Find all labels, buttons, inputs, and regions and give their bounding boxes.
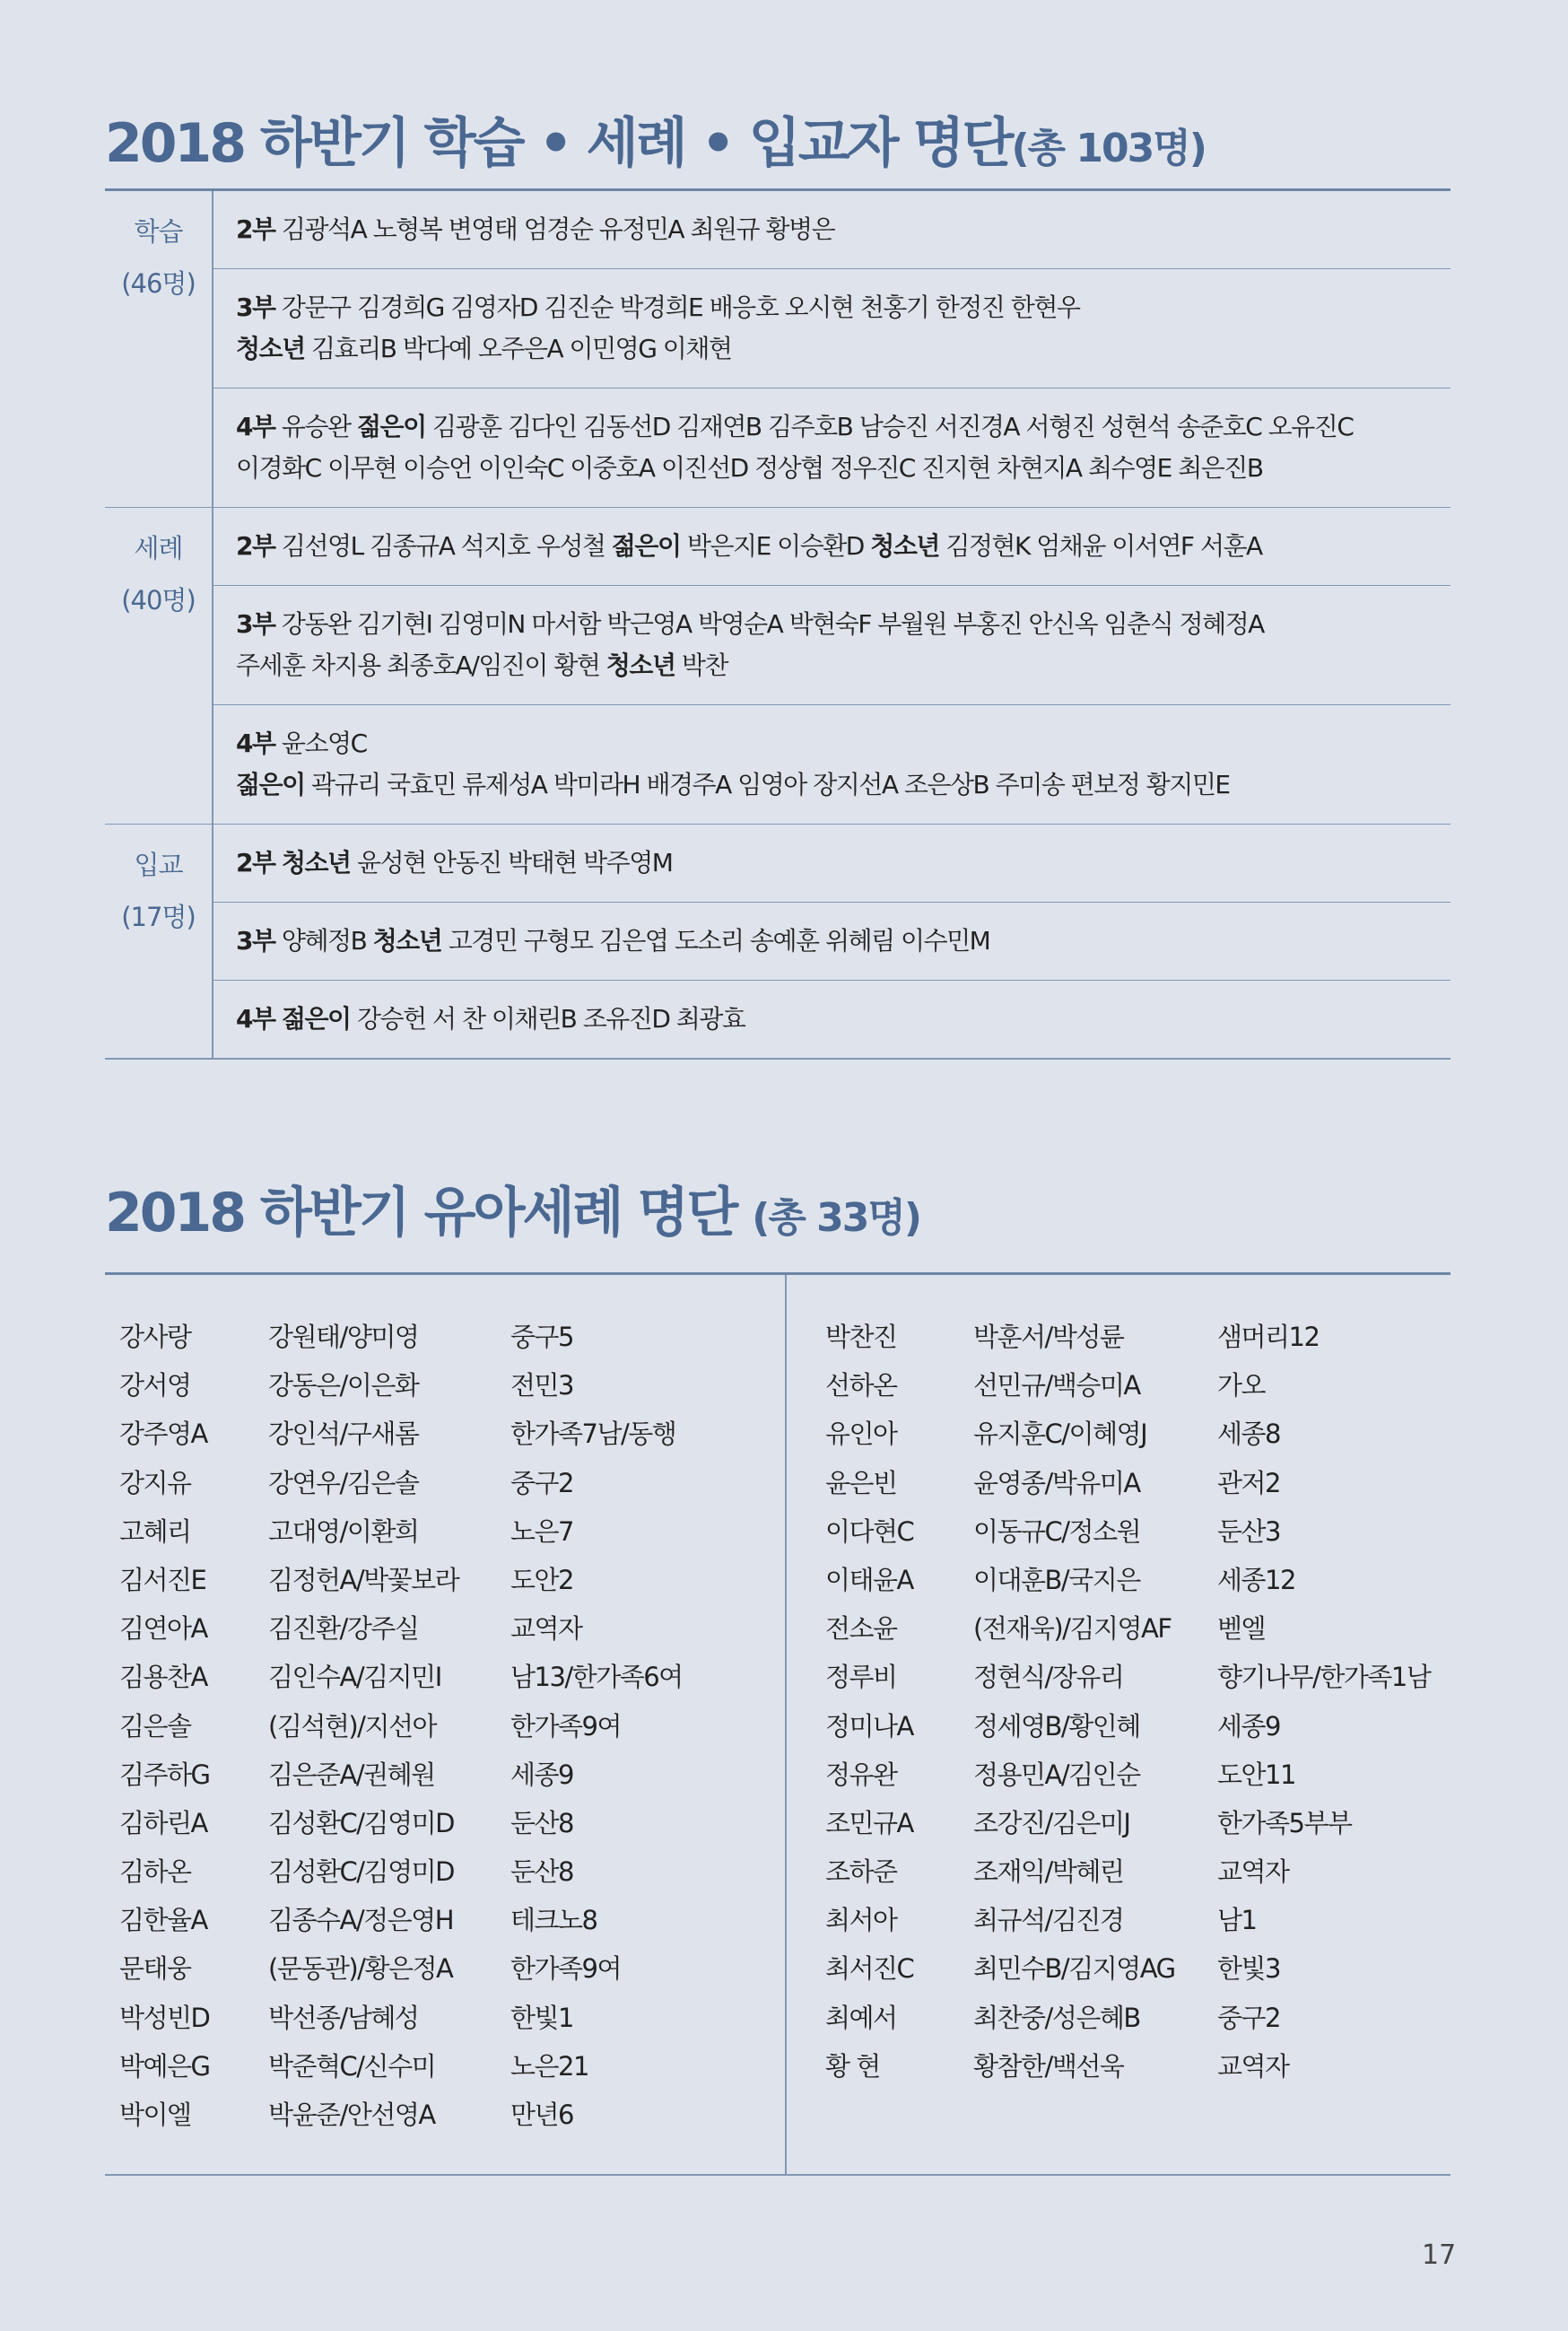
child-name: 최서아 [825,1905,897,1936]
member-line [236,842,1450,884]
group-label [105,508,213,824]
group-0 [105,191,1450,507]
page-number: 17 [1422,2239,1457,2271]
child-name: 최예서 [825,2002,897,2033]
child-name: 김하린A [119,1807,207,1838]
member-row [213,704,1450,824]
member-names: 김정현K 엄채윤 이서연F 서훈A [938,531,1262,561]
parent-names: 최규석/김진경 [973,1905,1124,1936]
parent-names: 조강진/김은미J [973,1807,1130,1838]
parent-names: 윤영종/박유미A [973,1467,1140,1498]
left-district-column [510,1313,683,2139]
district: 벧엘 [1217,1613,1266,1645]
group-rows [213,191,1450,507]
infant-baptism-table [105,1272,1450,2176]
parent-names: 최찬중/성은혜B [973,2002,1140,2033]
child-name: 선하온 [825,1370,897,1401]
district: 세종9 [1217,1710,1280,1742]
group-1 [105,507,1450,824]
member-names: 박찬 [675,650,728,680]
member-names: 이경화C 이무현 이승언 이인숙C 이중호A 이진선D 정상협 정우진C 진지현 차현지A 최수영E 최은진B [236,453,1263,483]
child-name: 조민규A [825,1807,913,1838]
member-line [236,287,1450,328]
group-2 [105,824,1450,1058]
column-divider [785,1275,787,2174]
right-district-column [1217,1313,1430,2091]
child-name: 강사랑 [119,1322,191,1352]
child-name: 문태웅 [119,1953,191,1985]
member-names: 김효리B 박다예 오주은A 이민영G 이채현 [304,334,732,363]
group-rows [213,825,1450,1058]
parent-names: 박윤준/안선영A [268,2100,435,2130]
district: 한가족9여 [510,1710,622,1742]
right-parent-names-column [973,1313,1175,2091]
parent-names: 황참한/백선욱 [973,2050,1124,2082]
division-label: 2부 [236,531,275,561]
parent-names: 이대훈B/국지은 [973,1564,1140,1595]
parent-names: 김종수A/정은영H [268,1905,453,1936]
group-label [105,191,213,507]
member-row [213,902,1450,980]
division-label: 2부 [236,848,275,877]
section1-title [105,100,1206,178]
district: 도안2 [510,1564,573,1595]
child-name: 강주영A [119,1419,207,1450]
district: 한빛3 [1217,1953,1280,1985]
parent-names: 박준혁C/신수미 [268,2050,436,2082]
child-name: 강서영 [119,1370,191,1401]
member-line [236,764,1450,806]
child-name: 윤은빈 [825,1467,897,1498]
member-line [236,723,1450,764]
child-name: 박예은G [119,2050,210,2082]
group-name: 세례 [134,533,183,563]
district: 둔산8 [510,1807,573,1838]
section2-title-count: (총 33명) [752,1195,920,1241]
district: 중구2 [510,1467,573,1498]
division-label: 젊은이 [611,531,681,561]
right-child-names-column [825,1313,913,2091]
district: 세종9 [510,1759,573,1790]
parent-names: 강동은/이은화 [268,1370,419,1401]
member-names: 강동완 김기현I 김영미N 마서함 박근영A 박영순A 박현숙F 부월원 부홍진 안신옥 임춘식 정혜정A [274,609,1264,639]
member-names: 주세훈 차지용 최종호A/임진이 황현 [236,650,606,680]
child-name: 김주하G [119,1759,210,1790]
member-names: 고경민 구형모 김은엽 도소리 송예훈 위혜림 이수민M [441,926,990,956]
group-rows [213,508,1450,824]
district: 테크노8 [510,1905,597,1936]
district: 한빛1 [510,2002,573,2033]
district: 전민3 [510,1370,573,1401]
member-names: 곽규리 국효민 류제성A 박미라H 배경주A 임영아 장지선A 조은상B 주미송 편보정 황지민E [304,770,1230,799]
child-name: 김은솔 [119,1710,191,1742]
member-row [213,191,1450,268]
group-count: (17명) [121,902,196,932]
parent-names: 박선종/남혜성 [268,2002,419,2033]
parent-names: 김정헌A/박꽃보라 [268,1564,459,1595]
member-names: 윤성현 안동진 박태현 박주영M [350,848,673,877]
district: 세종8 [1217,1419,1280,1450]
member-names: 김광석A 노형복 변영태 엄경순 유정민A 최원규 황병은 [274,214,835,244]
child-name: 황 현 [825,2050,880,2082]
child-name: 강지유 [119,1467,191,1498]
parent-names: (문동관)/황은정A [268,1953,453,1985]
left-parent-names-column [268,1313,458,2139]
parent-names: 박훈서/박성륜 [973,1322,1124,1352]
district: 한가족7남/동행 [510,1419,676,1450]
parent-names: 정용민A/김인순 [973,1759,1140,1790]
section1-title-count: (총 103명) [1011,126,1206,171]
district: 세종12 [1217,1564,1295,1595]
group-name: 입교 [134,850,183,880]
parent-names: 유지훈C/이혜영J [973,1419,1147,1450]
member-line [236,328,1450,370]
member-row [213,825,1450,902]
district: 교역자 [1217,2050,1289,2082]
group-label [105,825,213,1058]
member-line [236,209,1450,250]
district: 중구2 [1217,2002,1280,2033]
child-name: 정미나A [825,1710,913,1742]
district: 한가족5부부 [1217,1807,1352,1838]
member-names: 강문구 김경희G 김영자D 김진순 박경희E 배응호 오시현 천홍기 한정진 한현우 [274,292,1080,322]
parent-names: 고대영/이환희 [268,1515,419,1547]
member-row [213,388,1450,507]
child-name: 이태윤A [825,1564,913,1595]
child-name: 김하온 [119,1856,191,1888]
division-label: 3부 [236,609,275,639]
division-label: 4부 [236,1004,275,1034]
group-name: 학습 [134,216,183,247]
parent-names: 강연우/김은솔 [268,1467,419,1498]
district: 중구5 [510,1322,573,1352]
district: 교역자 [510,1613,582,1645]
member-line [236,999,1450,1040]
child-name: 고혜리 [119,1515,191,1547]
member-row [213,980,1450,1058]
child-name: 유인아 [825,1419,897,1450]
member-row [213,268,1450,388]
division-label: 4부 [236,412,275,441]
child-name: 김용찬A [119,1662,207,1693]
parent-names: 김은준A/권혜원 [268,1759,435,1790]
parent-names: 이동규C/정소원 [973,1515,1141,1547]
group-count: (40명) [121,585,196,615]
member-names: 양혜정B [274,926,373,956]
member-names [275,1004,282,1034]
district: 도안11 [1217,1759,1295,1790]
member-line [236,921,1450,962]
district: 교역자 [1217,1856,1289,1888]
division-label: 젊은이 [356,412,426,441]
division-label: 4부 [236,729,275,758]
child-name: 전소윤 [825,1613,897,1645]
section2-title-main: 2018 하반기 유아세례 명단 [105,1182,736,1244]
parent-names: (전재욱)/김지영AF [973,1613,1172,1645]
member-names: 유승완 [274,412,357,441]
member-row [213,585,1450,704]
parent-names: 선민규/백승미A [973,1370,1140,1401]
parent-names: 정현식/장유리 [973,1662,1124,1693]
division-label: 청소년 [236,334,305,363]
child-name: 이다현C [825,1515,914,1547]
child-name: 정루비 [825,1662,897,1693]
member-line [236,526,1450,567]
parent-names: 김성환C/김영미D [268,1807,454,1838]
member-names [275,848,282,877]
division-label: 청소년 [281,848,351,877]
district: 관저2 [1217,1467,1280,1498]
parent-names: 김인수A/김지민I [268,1662,441,1693]
district: 남1 [1217,1905,1257,1936]
division-label: 3부 [236,292,275,322]
parent-names: 강인석/구새롬 [268,1419,419,1450]
group-count: (46명) [121,268,196,299]
member-line [236,406,1450,448]
member-names: 강승헌 서 찬 이채린B 조유진D 최광효 [350,1004,745,1034]
district: 만년6 [510,2100,573,2130]
district: 한가족9여 [510,1953,622,1985]
member-names: 박은지E 이승환D [680,531,871,561]
division-label: 청소년 [605,650,675,680]
member-names: 김선영L 김종규A 석지호 우성철 [274,531,612,561]
child-name: 박성빈D [119,2002,210,2033]
member-names: 윤소영C [274,729,367,758]
parent-names: 김진환/강주실 [268,1613,419,1645]
member-row [213,508,1450,585]
parent-names: 최민수B/김지영AG [973,1953,1175,1985]
parent-names: 정세영B/황인혜 [973,1710,1140,1742]
child-name: 박찬진 [825,1322,897,1352]
left-child-names-column [119,1313,210,2139]
division-label: 청소년 [372,926,442,956]
child-name: 박이엘 [119,2100,191,2130]
district: 노은7 [510,1515,573,1547]
member-line [236,448,1450,489]
child-name: 김연아A [119,1613,207,1645]
division-label: 젊은이 [281,1004,351,1034]
district: 남13/한가족6여 [510,1662,683,1693]
district: 둔산3 [1217,1515,1280,1547]
child-name: 정유완 [825,1759,897,1790]
district: 샘머리12 [1217,1322,1320,1352]
district: 둔산8 [510,1856,573,1888]
parent-names: 조재익/박혜린 [973,1856,1124,1888]
district: 가오 [1217,1370,1266,1401]
child-name: 최서진C [825,1953,914,1985]
division-label: 청소년 [870,531,939,561]
confirmation-list-table [105,188,1450,1060]
child-name: 김서진E [119,1564,206,1595]
parent-names: (김석현)/지선아 [268,1710,436,1742]
parent-names: 강원태/양미영 [268,1322,419,1352]
parent-names: 김성환C/김영미D [268,1856,454,1888]
section1-title-main: 2018 하반기 학습 • 세례 • 입교자 명단 [105,112,1012,175]
division-label: 젊은이 [236,770,305,799]
district: 노은21 [510,2050,588,2082]
member-line [236,604,1450,645]
division-label: 3부 [236,926,275,956]
division-label: 2부 [236,214,275,244]
member-line [236,645,1450,686]
child-name: 김한율A [119,1905,207,1936]
section2-title [105,1170,920,1247]
member-names: 김광훈 김다인 김동선D 김재연B 김주호B 남승진 서진경A 서형진 성현석 송준호C 오유진C [425,412,1354,441]
child-name: 조하준 [825,1856,897,1888]
district: 향기나무/한가족1남 [1217,1662,1431,1693]
